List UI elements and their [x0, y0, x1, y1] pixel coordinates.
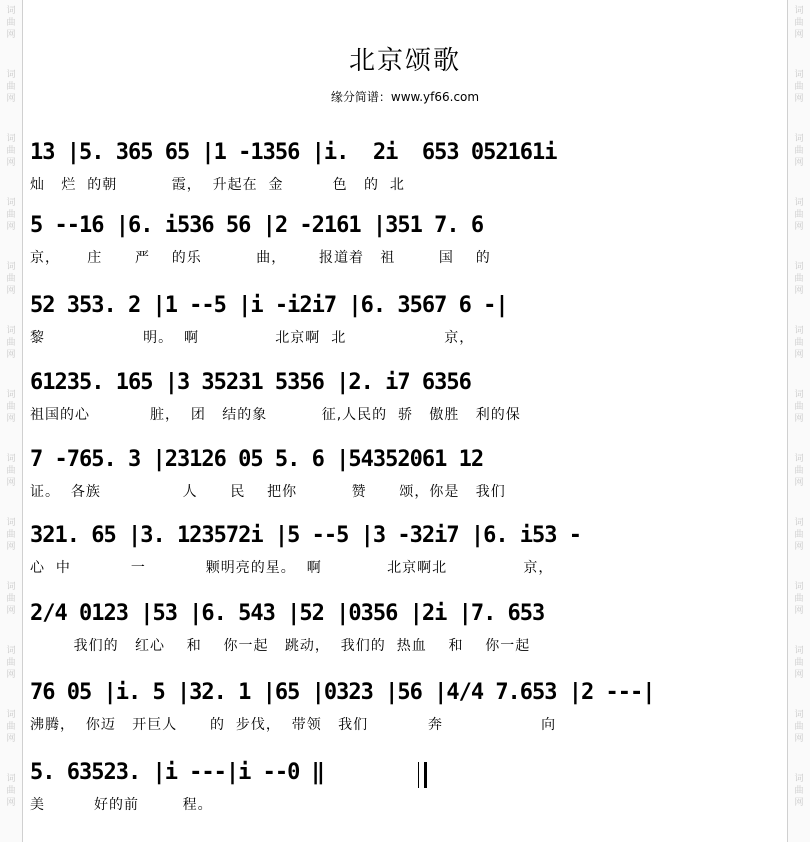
watermark-char: 网 [794, 478, 804, 488]
note-line: 76 05 |i. 5 |32. 1 |65 |0323 |56 |4/4 7.653 |2 ---| [30, 680, 655, 705]
watermark-char: 曲 [6, 18, 16, 28]
watermark-char: 网 [794, 798, 804, 808]
watermark-char: 网 [6, 670, 16, 680]
watermark-char: 词 [794, 6, 804, 16]
lyric-line: 我们的 红心 和 你一起 跳动， 我们的 热血 和 你一起 [30, 638, 531, 654]
lyric-line: 黎 明。 啊 北京啊 北 京， [30, 330, 475, 346]
lyric-line: 沸腾， 你迈 开巨人 的 步伐， 带领 我们 奔 向 [30, 717, 557, 733]
watermark-char: 曲 [6, 722, 16, 732]
watermark-char: 词 [794, 518, 804, 528]
watermark-char: 词 [6, 326, 16, 336]
watermark-char: 词 [6, 134, 16, 144]
watermark-char: 网 [794, 158, 804, 168]
lyric-line: 美 好的前 程。 [30, 797, 213, 813]
watermark-char: 曲 [794, 18, 804, 28]
watermark-char: 词 [6, 774, 16, 784]
watermark-char: 曲 [794, 594, 804, 604]
watermark-char: 网 [794, 350, 804, 360]
watermark-char: 网 [794, 30, 804, 40]
watermark-char: 网 [6, 542, 16, 552]
watermark-char: 词 [6, 710, 16, 720]
watermark-char: 词 [6, 6, 16, 16]
watermark-char: 网 [794, 286, 804, 296]
watermark-char: 曲 [6, 338, 16, 348]
watermark-char: 网 [6, 94, 16, 104]
watermark-char: 词 [6, 198, 16, 208]
watermark-char: 网 [6, 798, 16, 808]
watermark-char: 曲 [6, 82, 16, 92]
lyric-line: 灿 烂 的朝 霞， 升起在 金 色 的 北 [30, 177, 405, 193]
watermark-char: 词 [6, 582, 16, 592]
note-line: 321. 65 |3. 123572i |5 --5 |3 -32i7 |6. i53 - [30, 523, 582, 548]
watermark-char: 词 [6, 646, 16, 656]
watermark-char: 曲 [6, 402, 16, 412]
watermark-char: 曲 [6, 786, 16, 796]
watermark-char: 网 [794, 414, 804, 424]
watermark-char: 网 [6, 734, 16, 744]
watermark-char: 曲 [794, 146, 804, 156]
note-line: 52 353. 2 |1 --5 |i -i2i7 |6. 3567 6 -| [30, 293, 508, 318]
note-line: 2/4 0123 |53 |6. 543 |52 |0356 |2i |7. 653 [30, 601, 545, 626]
watermark-char: 网 [794, 542, 804, 552]
watermark-char: 曲 [794, 530, 804, 540]
watermark-char: 网 [6, 478, 16, 488]
watermark-char: 曲 [6, 210, 16, 220]
watermark-char: 词 [794, 70, 804, 80]
watermark-char: 网 [794, 734, 804, 744]
watermark-char: 曲 [6, 146, 16, 156]
watermark-char: 曲 [794, 82, 804, 92]
lyric-line: 祖国的心 脏， 团 结的象 征,人民的 骄 傲胜 利的保 [30, 407, 521, 423]
watermark-char: 词 [6, 518, 16, 528]
watermark-char: 网 [6, 350, 16, 360]
watermark-char: 词 [794, 774, 804, 784]
watermark-char: 网 [794, 670, 804, 680]
watermark-char: 曲 [6, 594, 16, 604]
watermark-char: 词 [794, 262, 804, 272]
watermark-char: 词 [6, 390, 16, 400]
watermark-char: 网 [6, 158, 16, 168]
note-line: 5 --16 |6. i536 56 |2 -2161 |351 7. 6 [30, 213, 484, 238]
watermark-char: 网 [794, 94, 804, 104]
watermark-char: 词 [6, 454, 16, 464]
lyric-line: 证。 各族 人 民 把你 赞 颂，你是 我们 [30, 484, 506, 500]
watermark-char: 曲 [794, 338, 804, 348]
watermark-char: 曲 [794, 658, 804, 668]
watermark-char: 曲 [794, 466, 804, 476]
watermark-char: 词 [6, 262, 16, 272]
watermark-char: 词 [794, 326, 804, 336]
watermark-char: 词 [794, 710, 804, 720]
watermark-char: 网 [6, 414, 16, 424]
watermark-char: 词 [794, 134, 804, 144]
note-line: 13 |5. 365 65 |1 -1356 |i. 2i 653 052161i [30, 140, 557, 165]
watermark-char: 词 [794, 582, 804, 592]
watermark-char: 曲 [794, 786, 804, 796]
watermark-char: 网 [6, 286, 16, 296]
watermark-char: 词 [794, 198, 804, 208]
final-barline-thin [418, 762, 419, 788]
watermark-char: 曲 [794, 274, 804, 284]
watermark-char: 曲 [794, 210, 804, 220]
watermark-char: 网 [6, 30, 16, 40]
watermark-char: 曲 [6, 530, 16, 540]
note-line: 7 -765. 3 |23126 05 5. 6 |54352061 12 [30, 447, 484, 472]
watermark-char: 词 [794, 454, 804, 464]
watermark-char: 曲 [6, 274, 16, 284]
lyric-line: 京， 庄 严 的乐 曲， 报道着 祖 国 的 [30, 250, 491, 266]
final-barline [424, 762, 427, 788]
watermark-char: 曲 [794, 722, 804, 732]
note-line: 61235. 165 |3 35231 5356 |2. i7 6356 [30, 370, 471, 395]
watermark-char: 网 [6, 606, 16, 616]
song-title: 北京颂歌 [348, 46, 461, 76]
watermark-char: 词 [794, 646, 804, 656]
lyric-line: 心 中 一 颗明亮的星。 啊 北京啊北 京， [30, 560, 554, 576]
source-credit: 缘分简谱：www.yf66.com [330, 90, 480, 104]
watermark-char: 网 [6, 222, 16, 232]
watermark-char: 网 [794, 222, 804, 232]
watermark-char: 曲 [6, 658, 16, 668]
watermark-char: 网 [794, 606, 804, 616]
watermark-char: 词 [6, 70, 16, 80]
watermark-char: 曲 [6, 466, 16, 476]
watermark-char: 曲 [794, 402, 804, 412]
note-line: 5. 63523. |i ---|i --0 ‖ [30, 760, 324, 785]
watermark-char: 词 [794, 390, 804, 400]
